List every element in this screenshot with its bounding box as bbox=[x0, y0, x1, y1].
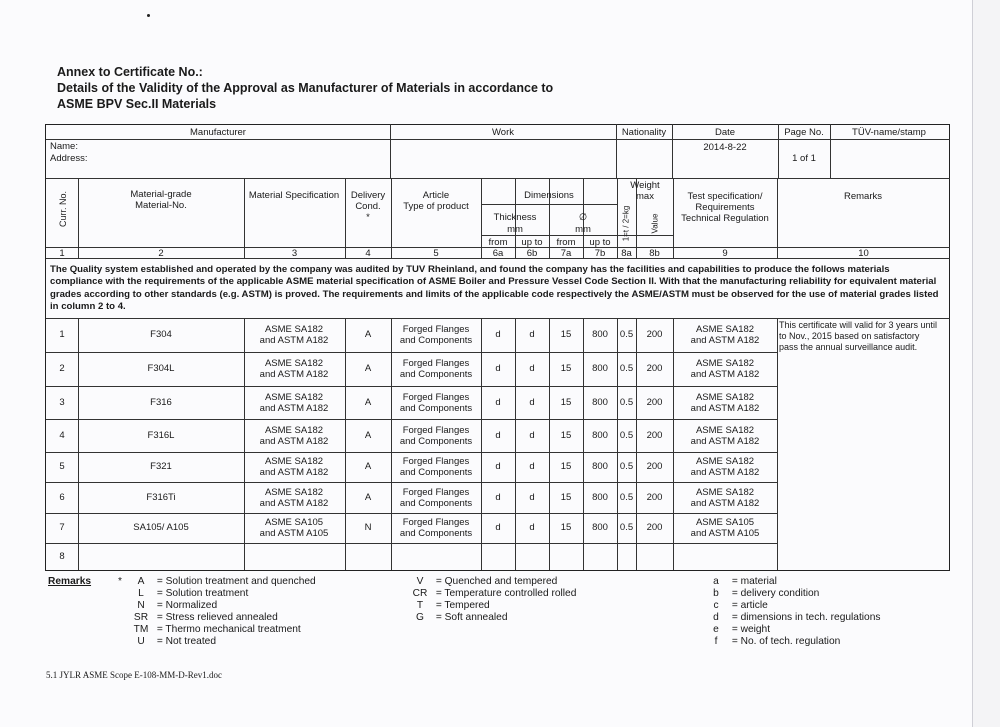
legend-entry bbox=[703, 600, 880, 612]
row-weight-value: 200 bbox=[646, 491, 663, 503]
legend-entry bbox=[703, 636, 880, 648]
row-spec: ASME SA182 bbox=[264, 456, 324, 467]
row-thickness-to: d bbox=[529, 396, 535, 408]
legend-key: CR bbox=[412, 588, 428, 599]
row-diameter-to: 800 bbox=[592, 396, 608, 408]
row-delivery-cond: A bbox=[364, 363, 372, 374]
col-weight-unit: 1=t / 2=kg bbox=[621, 205, 631, 242]
row-material-grade: F316L bbox=[147, 429, 175, 441]
row-test-spec: and ASTM A182 bbox=[690, 402, 760, 414]
row-thickness-from: d bbox=[495, 329, 501, 340]
row-article: Forged Flanges bbox=[402, 486, 470, 498]
legend-key: T bbox=[416, 600, 424, 611]
legend-value: = material bbox=[729, 576, 777, 587]
row-weight-unit: 0.5 bbox=[619, 396, 634, 408]
col-delivery-star: * bbox=[366, 212, 370, 223]
legend-title: Remarks bbox=[48, 576, 92, 587]
row-material-grade: F316 bbox=[150, 396, 172, 408]
col-test-reg: Technical Regulation bbox=[681, 213, 769, 224]
legend-key: SR bbox=[133, 612, 149, 623]
page-value: 1 of 1 bbox=[792, 153, 816, 164]
legend-key: TM bbox=[133, 624, 149, 635]
legend-key: d bbox=[713, 612, 719, 623]
sub-from-2: from bbox=[556, 237, 576, 248]
col-test-spec: Test specification/ bbox=[687, 191, 763, 202]
column-number: 3 bbox=[291, 248, 298, 259]
col-diameter-unit: mm bbox=[575, 224, 591, 235]
row-test-spec: and ASTM A182 bbox=[690, 435, 760, 447]
legend-col-3 bbox=[703, 576, 880, 648]
legend-col-2 bbox=[407, 576, 576, 624]
row-test-spec: and ASTM A182 bbox=[690, 335, 760, 346]
row-delivery-cond: A bbox=[364, 396, 372, 408]
row-article: Forged Flanges bbox=[402, 517, 470, 528]
legend-entry bbox=[128, 588, 316, 600]
rule bbox=[777, 178, 778, 258]
row-weight-unit: 0.5 bbox=[619, 329, 634, 340]
row-delivery-cond: A bbox=[364, 491, 372, 503]
legend-key: f bbox=[714, 636, 718, 647]
row-article: Forged Flanges bbox=[402, 424, 470, 436]
row-number: 4 bbox=[59, 429, 65, 441]
legend-entry bbox=[703, 576, 880, 588]
legend-entry bbox=[128, 636, 316, 648]
legend-value: = Soft annealed bbox=[433, 612, 508, 623]
rule bbox=[46, 513, 777, 514]
column-number: 8a bbox=[621, 248, 632, 259]
row-test-spec: ASME SA105 bbox=[695, 517, 755, 528]
legend-entry bbox=[128, 576, 316, 588]
row-article: and Components bbox=[399, 402, 473, 414]
column-number: 5 bbox=[433, 248, 439, 259]
row-spec: and ASTM A182 bbox=[259, 497, 329, 509]
row-remark bbox=[779, 320, 937, 353]
row-article: and Components bbox=[399, 497, 473, 509]
rule bbox=[777, 318, 778, 570]
header-nationality: Nationality bbox=[621, 127, 667, 138]
col-material-spec: Material Specification bbox=[248, 190, 340, 201]
col-weight: Weight bbox=[630, 180, 660, 191]
title-line-1: Annex to Certificate No.: bbox=[57, 65, 203, 79]
row-test-spec: and ASTM A105 bbox=[690, 528, 760, 539]
row-diameter-from: 15 bbox=[560, 329, 572, 340]
speck bbox=[147, 14, 150, 17]
row-article: Forged Flanges bbox=[402, 391, 470, 403]
row-diameter-from: 15 bbox=[560, 491, 572, 503]
row-spec: ASME SA182 bbox=[264, 358, 324, 369]
title-line-3: ASME BPV Sec.II Materials bbox=[57, 97, 217, 111]
row-material-grade: F304L bbox=[147, 363, 175, 374]
col-material-no: Material-No. bbox=[135, 200, 187, 211]
row-number: 8 bbox=[59, 550, 65, 562]
row-article: and Components bbox=[399, 528, 473, 539]
col-delivery-cond: Cond. bbox=[355, 201, 381, 212]
col-test-req: Requirements bbox=[695, 202, 755, 213]
rule bbox=[46, 318, 950, 319]
row-thickness-to: d bbox=[529, 329, 535, 340]
row-test-spec: ASME SA182 bbox=[695, 424, 755, 436]
row-material-grade: F321 bbox=[150, 461, 172, 472]
legend-entry bbox=[128, 612, 316, 624]
column-number: 7a bbox=[560, 248, 572, 259]
row-test-spec: ASME SA182 bbox=[695, 358, 755, 369]
legend-entry bbox=[128, 624, 316, 636]
column-number: 2 bbox=[158, 248, 164, 259]
footer-filename: 5.1 JYLR ASME Scope E-108-MM-D-Rev1.doc bbox=[46, 670, 222, 680]
row-spec: ASME SA182 bbox=[264, 391, 324, 403]
row-thickness-to: d bbox=[529, 522, 535, 533]
legend-value: = delivery condition bbox=[729, 588, 820, 599]
column-number: 1 bbox=[59, 248, 65, 259]
row-thickness-to: d bbox=[529, 363, 535, 374]
column-number: 6b bbox=[526, 248, 538, 259]
sub-upto-1: up to bbox=[521, 237, 543, 248]
row-spec: ASME SA182 bbox=[264, 424, 324, 436]
row-article: and Components bbox=[399, 335, 473, 346]
row-thickness-from: d bbox=[495, 491, 501, 503]
row-test-spec: and ASTM A182 bbox=[690, 497, 760, 509]
row-material-grade: F304 bbox=[150, 329, 172, 340]
row-weight-value: 200 bbox=[646, 363, 663, 374]
rule bbox=[636, 210, 637, 235]
row-weight-value: 200 bbox=[646, 461, 663, 472]
row-weight-unit: 0.5 bbox=[619, 461, 634, 472]
quality-notice: The Quality system established and operated by the company was audited by TUV Rheinland, and found the company has the facilities and capabilities to produce the follows materials compliance with the requirements of the applicable ASME material specification of ASME Boiler and Pressure Vessel Code Section II. With that the manufacturing reliability for equivalent material grades according to other standards (e.g. ASTM) is proved. The requirements and limits of the applicable code respectively the ASME/ASTM must be observed for the use of material grades listed in column 2 to 4. bbox=[50, 264, 939, 313]
row-spec: and ASTM A182 bbox=[259, 435, 329, 447]
row-article: Forged Flanges bbox=[402, 358, 470, 369]
legend-entry bbox=[407, 600, 576, 612]
row-delivery-cond: N bbox=[364, 522, 372, 533]
row-test-spec: ASME SA182 bbox=[695, 324, 755, 335]
row-number: 3 bbox=[59, 396, 65, 408]
legend-value: = Temperature controlled rolled bbox=[433, 588, 577, 599]
row-diameter-to: 800 bbox=[592, 363, 608, 374]
col-thickness: Thickness bbox=[493, 212, 537, 223]
row-diameter-to: 800 bbox=[592, 329, 608, 340]
legend-key: e bbox=[713, 624, 719, 635]
legend-key: V bbox=[416, 576, 424, 587]
legend-value: = Solution treatment bbox=[154, 588, 249, 599]
annex-title bbox=[57, 64, 553, 112]
row-thickness-to: d bbox=[529, 429, 535, 441]
row-weight-value: 200 bbox=[646, 522, 663, 533]
col-remarks: Remarks bbox=[843, 191, 882, 202]
col-thickness-unit: mm bbox=[507, 224, 523, 235]
col-diameter: ∅ bbox=[578, 212, 588, 223]
row-spec: and ASTM A182 bbox=[259, 467, 329, 478]
rule bbox=[46, 482, 777, 483]
row-number: 6 bbox=[59, 491, 65, 503]
row-article: and Components bbox=[399, 369, 473, 380]
legend-col-1 bbox=[128, 576, 316, 648]
rule bbox=[46, 352, 777, 353]
row-number: 7 bbox=[59, 522, 65, 533]
legend-star: * bbox=[118, 576, 122, 587]
header-page-no: Page No. bbox=[784, 127, 824, 138]
row-delivery-cond: A bbox=[364, 461, 372, 472]
legend-value: = Not treated bbox=[154, 636, 217, 647]
row-spec: and ASTM A182 bbox=[259, 335, 329, 346]
legend-key: L bbox=[138, 588, 144, 599]
column-number: 6a bbox=[492, 248, 504, 259]
name-label: Name: bbox=[50, 141, 78, 152]
row-thickness-from: d bbox=[495, 461, 501, 472]
rule bbox=[46, 452, 777, 453]
rule bbox=[46, 419, 777, 420]
column-number: 9 bbox=[722, 248, 728, 259]
row-diameter-from: 15 bbox=[560, 429, 572, 441]
legend-entry bbox=[407, 612, 576, 624]
row-material-grade: SA105/ A105 bbox=[133, 522, 189, 533]
row-test-spec: ASME SA182 bbox=[695, 486, 755, 498]
row-article: and Components bbox=[399, 467, 473, 478]
legend-value: = Tempered bbox=[433, 600, 490, 611]
row-number: 1 bbox=[59, 329, 65, 340]
title-line-2: Details of the Validity of the Approval as Manufacturer of Materials in accordance to bbox=[57, 81, 554, 95]
legend-value: = weight bbox=[729, 624, 771, 635]
legend-value: = dimensions in tech. regulations bbox=[729, 612, 881, 623]
row-thickness-from: d bbox=[495, 429, 501, 441]
legend-entry bbox=[703, 612, 880, 624]
row-thickness-from: d bbox=[495, 522, 501, 533]
col-dimensions: Dimensions bbox=[524, 190, 574, 201]
row-spec: ASME SA105 bbox=[264, 517, 324, 528]
col-article: Article bbox=[422, 190, 450, 201]
column-number: 10 bbox=[858, 248, 869, 259]
row-diameter-from: 15 bbox=[560, 363, 572, 374]
address-label: Address: bbox=[50, 153, 88, 164]
row-diameter-to: 800 bbox=[592, 522, 608, 533]
legend-entry bbox=[703, 588, 880, 600]
column-number: 4 bbox=[365, 248, 371, 259]
rule bbox=[46, 386, 777, 387]
header-date: Date bbox=[714, 127, 736, 138]
column-number: 7b bbox=[594, 248, 606, 259]
row-material-grade: F316Ti bbox=[146, 491, 176, 503]
legend-key: A bbox=[137, 576, 145, 587]
row-diameter-to: 800 bbox=[592, 491, 608, 503]
row-spec: ASME SA182 bbox=[264, 486, 324, 498]
row-article: Forged Flanges bbox=[402, 456, 470, 467]
row-weight-unit: 0.5 bbox=[619, 429, 634, 441]
rule bbox=[46, 543, 777, 544]
column-number: 8b bbox=[649, 248, 660, 259]
row-test-spec: ASME SA182 bbox=[695, 456, 755, 467]
col-material-grade: Material-grade bbox=[130, 189, 192, 200]
legend-key: U bbox=[137, 636, 145, 647]
rule bbox=[46, 178, 950, 179]
legend-key: G bbox=[416, 612, 424, 623]
row-remark-line-1: This certificate will valid for 3 years until bbox=[779, 320, 938, 330]
legend-value: = article bbox=[729, 600, 768, 611]
row-test-spec: ASME SA182 bbox=[695, 391, 755, 403]
row-diameter-from: 15 bbox=[560, 522, 572, 533]
row-remark-line-2: to Nov., 2015 based on satisfactory bbox=[779, 331, 920, 341]
row-thickness-to: d bbox=[529, 491, 535, 503]
row-diameter-from: 15 bbox=[560, 396, 572, 408]
legend-entry bbox=[128, 600, 316, 612]
legend-key: b bbox=[713, 588, 719, 599]
row-thickness-to: d bbox=[529, 461, 535, 472]
row-thickness-from: d bbox=[495, 363, 501, 374]
row-weight-value: 200 bbox=[646, 329, 663, 340]
row-spec: and ASTM A105 bbox=[259, 528, 329, 539]
row-number: 2 bbox=[59, 363, 65, 374]
legend-entry bbox=[703, 624, 880, 636]
col-article-type: Type of product bbox=[403, 201, 469, 212]
row-weight-unit: 0.5 bbox=[619, 522, 634, 533]
legend-value: = Quenched and tempered bbox=[433, 576, 558, 587]
legend-key: N bbox=[137, 600, 145, 611]
legend-value: = Normalized bbox=[154, 600, 218, 611]
col-curr-no: Curr. No. bbox=[58, 190, 68, 227]
sub-upto-2: up to bbox=[589, 237, 611, 248]
header-tuv-stamp: TÜV-name/stamp bbox=[852, 127, 926, 138]
col-weight-max: max bbox=[636, 191, 654, 202]
legend-entry bbox=[407, 576, 576, 588]
legend-key: c bbox=[713, 600, 719, 611]
row-test-spec: and ASTM A182 bbox=[690, 369, 760, 380]
col-delivery: Delivery bbox=[350, 190, 386, 201]
legend-value: = Solution treatment and quenched bbox=[154, 576, 316, 587]
col-weight-value: Value bbox=[650, 213, 660, 234]
legend-value: = Stress relieved annealed bbox=[154, 612, 278, 623]
row-diameter-to: 800 bbox=[592, 429, 608, 441]
row-delivery-cond: A bbox=[364, 329, 372, 340]
legend-value: = Thermo mechanical treatment bbox=[154, 624, 301, 635]
row-remark-line-3: pass the annual surveillance audit. bbox=[779, 342, 918, 352]
rule bbox=[46, 139, 950, 140]
legend-entry bbox=[407, 588, 576, 600]
row-article: Forged Flanges bbox=[402, 324, 470, 335]
row-delivery-cond: A bbox=[364, 429, 372, 441]
row-diameter-from: 15 bbox=[560, 461, 572, 472]
header-work: Work bbox=[492, 127, 514, 138]
header-manufacturer: Manufacturer bbox=[190, 127, 246, 138]
date-value: 2014-8-22 bbox=[703, 142, 747, 153]
sub-from-1: from bbox=[488, 237, 508, 248]
row-spec: and ASTM A182 bbox=[259, 402, 329, 414]
row-number: 5 bbox=[59, 461, 65, 472]
row-weight-value: 200 bbox=[646, 429, 663, 441]
legend-value: = No. of tech. regulation bbox=[729, 636, 841, 647]
legend-key: a bbox=[713, 576, 719, 587]
row-spec: and ASTM A182 bbox=[259, 369, 329, 380]
row-article: and Components bbox=[399, 435, 473, 447]
row-spec: ASME SA182 bbox=[264, 324, 324, 335]
row-weight-unit: 0.5 bbox=[619, 491, 634, 503]
row-weight-value: 200 bbox=[646, 396, 663, 408]
row-thickness-from: d bbox=[495, 396, 501, 408]
row-weight-unit: 0.5 bbox=[619, 363, 634, 374]
row-test-spec: and ASTM A182 bbox=[690, 467, 760, 478]
row-diameter-to: 800 bbox=[592, 461, 608, 472]
